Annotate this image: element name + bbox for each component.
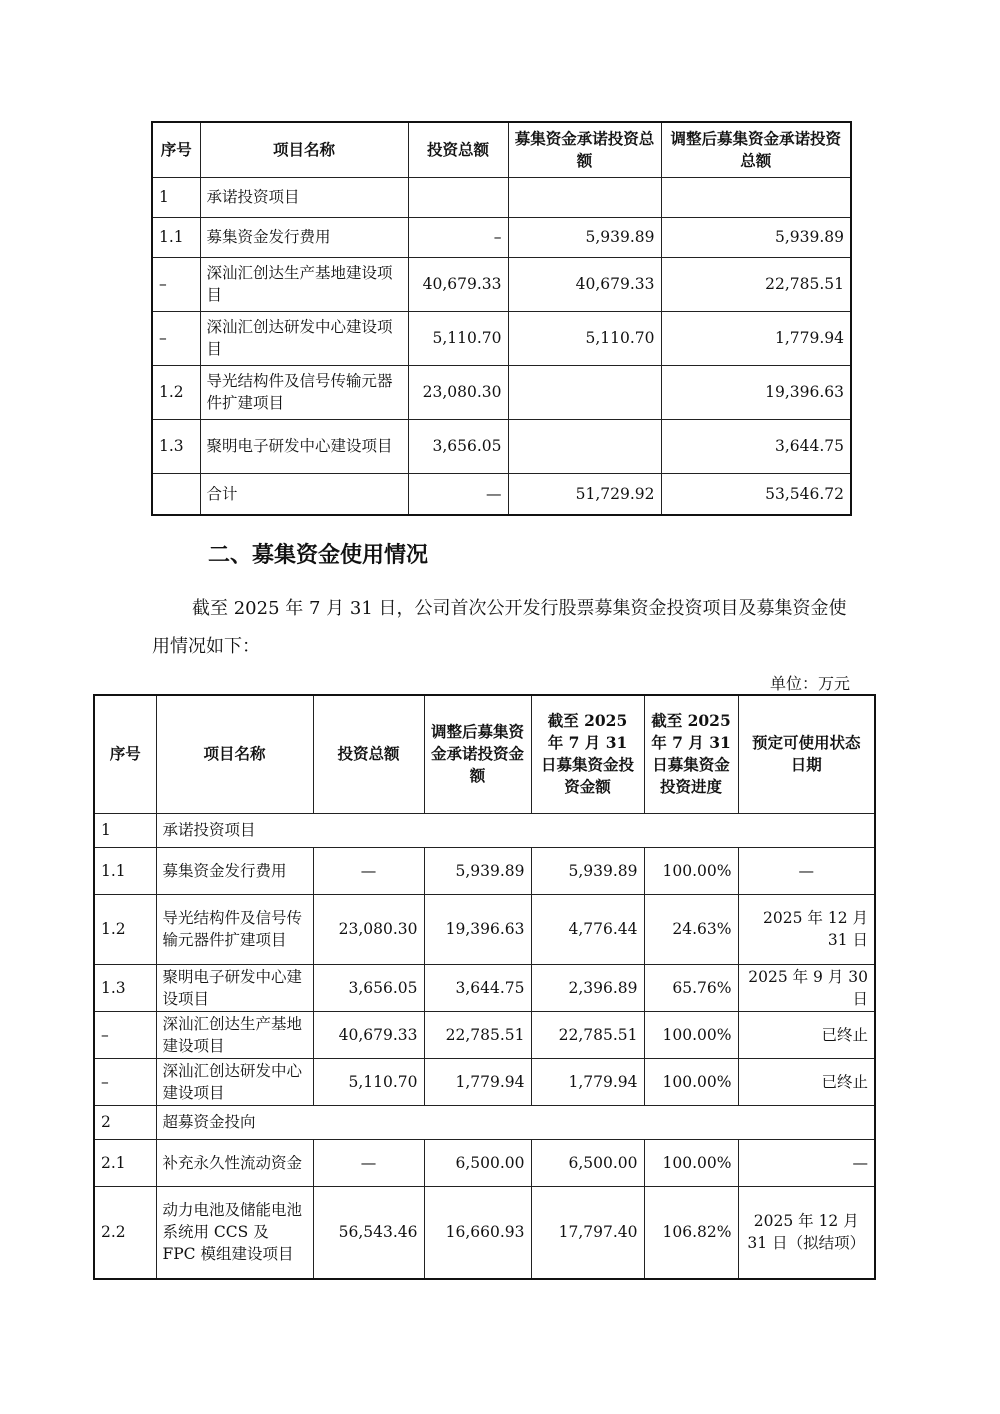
cell-invested: 2,396.89 [531, 964, 644, 1011]
cell-seq: – [94, 1011, 156, 1058]
cell-adjusted: 3,644.75 [661, 419, 851, 473]
cell-progress: 24.63% [644, 894, 738, 964]
cell-progress: 65.76% [644, 964, 738, 1011]
cell-adjusted: 6,500.00 [424, 1139, 531, 1186]
cell-project-name: 补充永久性流动资金 [156, 1139, 313, 1186]
cell-adjusted: 19,396.63 [424, 894, 531, 964]
cell-seq: 2.2 [94, 1186, 156, 1279]
cell-section-title: 承诺投资项目 [156, 813, 875, 847]
table-row [94, 1011, 875, 1058]
cell-committed [508, 177, 661, 217]
cell-seq: 2 [94, 1105, 156, 1139]
cell-seq: 1.3 [94, 964, 156, 1011]
cell-date: 2025 年 12 月 31 日（拟结项） [738, 1186, 875, 1279]
cell-total: 3,656.05 [408, 419, 508, 473]
table-row [152, 177, 851, 217]
cell-project-name: 深汕汇创达生产基地建设项目 [156, 1011, 313, 1058]
cell-total: 5,110.70 [408, 311, 508, 365]
cell-adjusted: 22,785.51 [424, 1011, 531, 1058]
cell-project-name: 承诺投资项目 [200, 177, 408, 217]
cell-committed: 51,729.92 [508, 473, 661, 515]
cell-adjusted: 1,779.94 [661, 311, 851, 365]
cell-seq: 1.1 [94, 847, 156, 894]
cell-total: 40,679.33 [313, 1011, 424, 1058]
cell-project-name: 深汕汇创达研发中心建设项目 [156, 1058, 313, 1105]
cell-section-title: 超募资金投向 [156, 1105, 875, 1139]
cell-seq [152, 473, 200, 515]
cell-date: — [738, 847, 875, 894]
header-committed-investment: 募集资金承诺投资总额 [508, 122, 661, 177]
unit-label: 单位：万元 [769, 674, 850, 693]
cell-adjusted: 22,785.51 [661, 257, 851, 311]
cell-invested: 5,939.89 [531, 847, 644, 894]
intro-paragraph: 截至 2025 年 7 月 31 日，公司首次公开发行股票募集资金投资项目及募集资金使用情况如下： [152, 598, 847, 657]
cell-adjusted: 5,939.89 [661, 217, 851, 257]
cell-date: 2025 年 9 月 30 日 [738, 964, 875, 1011]
cell-project-name: 动力电池及储能电池系统用 CCS 及 FPC 模组建设项目 [156, 1186, 313, 1279]
cell-seq: – [152, 311, 200, 365]
table-row [94, 1139, 875, 1186]
cell-progress: 100.00% [644, 1139, 738, 1186]
cell-invested: 17,797.40 [531, 1186, 644, 1279]
cell-total: — [313, 1139, 424, 1186]
cell-adjusted: 16,660.93 [424, 1186, 531, 1279]
cell-project-name: 深汕汇创达生产基地建设项目 [200, 257, 408, 311]
cell-progress: 100.00% [644, 847, 738, 894]
cell-seq: 1.1 [152, 217, 200, 257]
cell-total: — [313, 847, 424, 894]
cell-committed [508, 419, 661, 473]
section-heading: 二、募集资金使用情况 [208, 543, 429, 568]
cell-progress: 106.82% [644, 1186, 738, 1279]
cell-seq: – [94, 1058, 156, 1105]
cell-committed [508, 365, 661, 419]
cell-seq: 1.2 [94, 894, 156, 964]
cell-invested: 4,776.44 [531, 894, 644, 964]
header-adjusted-committed: 调整后募集资金承诺投资金额 [424, 695, 531, 813]
cell-seq: – [152, 257, 200, 311]
header-ready-date: 预定可使用状态日期 [738, 695, 875, 813]
cell-seq: 1 [152, 177, 200, 217]
cell-project-name: 导光结构件及信号传输元器件扩建项目 [156, 894, 313, 964]
table-row [94, 894, 875, 964]
cell-invested: 6,500.00 [531, 1139, 644, 1186]
cell-project-name: 聚明电子研发中心建设项目 [200, 419, 408, 473]
cell-committed: 5,939.89 [508, 217, 661, 257]
header-seq: 序号 [152, 122, 200, 177]
header-progress: 截至 2025 年 7 月 31 日募集资金投资进度 [644, 695, 738, 813]
header-project-name: 项目名称 [200, 122, 408, 177]
cell-project-name: 导光结构件及信号传输元器件扩建项目 [200, 365, 408, 419]
table-row [152, 257, 851, 311]
cell-adjusted: 19,396.63 [661, 365, 851, 419]
header-invested-amount: 截至 2025 年 7 月 31 日募集资金投资金额 [531, 695, 644, 813]
header-adjusted-committed-investment: 调整后募集资金承诺投资总额 [661, 122, 851, 177]
header-seq: 序号 [94, 695, 156, 813]
cell-adjusted: 5,939.89 [424, 847, 531, 894]
cell-seq: 1.3 [152, 419, 200, 473]
cell-project-name: 合计 [200, 473, 408, 515]
table-row [94, 1058, 875, 1105]
cell-total: 56,543.46 [313, 1186, 424, 1279]
cell-total [408, 177, 508, 217]
table-row [152, 365, 851, 419]
cell-seq: 2.1 [94, 1139, 156, 1186]
cell-invested: 1,779.94 [531, 1058, 644, 1105]
cell-committed: 40,679.33 [508, 257, 661, 311]
header-total-investment: 投资总额 [408, 122, 508, 177]
table-row [152, 217, 851, 257]
cell-date: 2025 年 12 月 31 日 [738, 894, 875, 964]
header-total-investment: 投资总额 [313, 695, 424, 813]
cell-project-name: 深汕汇创达研发中心建设项目 [200, 311, 408, 365]
cell-project-name: 募集资金发行费用 [200, 217, 408, 257]
total-row [152, 473, 851, 515]
cell-adjusted: 53,546.72 [661, 473, 851, 515]
cell-progress: 100.00% [644, 1011, 738, 1058]
table-row [94, 1186, 875, 1279]
section-row [94, 813, 875, 847]
cell-total: 23,080.30 [408, 365, 508, 419]
cell-date: 已终止 [738, 1011, 875, 1058]
cell-seq: 1.2 [152, 365, 200, 419]
cell-seq: 1 [94, 813, 156, 847]
table-row [94, 964, 875, 1011]
cell-adjusted: 1,779.94 [424, 1058, 531, 1105]
cell-progress: 100.00% [644, 1058, 738, 1105]
cell-total: – [408, 217, 508, 257]
cell-total: 5,110.70 [313, 1058, 424, 1105]
cell-adjusted [661, 177, 851, 217]
cell-project-name: 募集资金发行费用 [156, 847, 313, 894]
cell-total: 40,679.33 [408, 257, 508, 311]
commitment-table [151, 121, 852, 516]
cell-total: — [408, 473, 508, 515]
header-project-name: 项目名称 [156, 695, 313, 813]
cell-date: — [738, 1139, 875, 1186]
section-row [94, 1105, 875, 1139]
cell-invested: 22,785.51 [531, 1011, 644, 1058]
cell-adjusted: 3,644.75 [424, 964, 531, 1011]
cell-total: 3,656.05 [313, 964, 424, 1011]
cell-committed: 5,110.70 [508, 311, 661, 365]
cell-date: 已终止 [738, 1058, 875, 1105]
cell-total: 23,080.30 [313, 894, 424, 964]
cell-project-name: 聚明电子研发中心建设项目 [156, 964, 313, 1011]
table-row [152, 311, 851, 365]
fund-usage-table [93, 694, 876, 1280]
table-row [94, 847, 875, 894]
table-row [152, 419, 851, 473]
